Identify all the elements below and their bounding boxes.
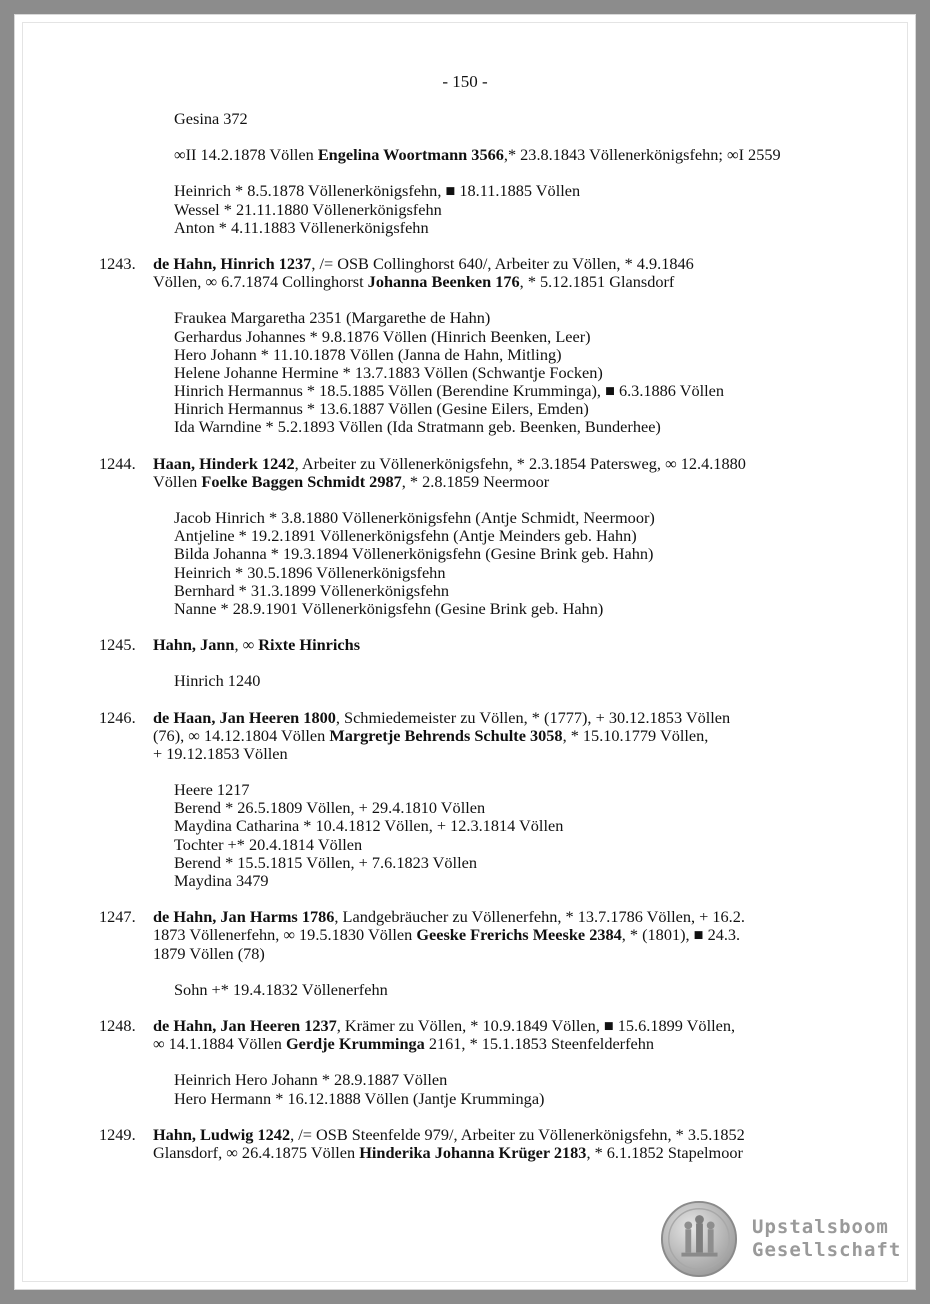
entry-number: 1248. [99,1015,136,1035]
child-line: Hinrich Hermannus * 18.5.1885 Völlen (Berendine Krumminga), ■ 6.3.1886 Völlen [174,381,725,401]
child-line: Maydina Catharina * 10.4.1812 Völlen, + 12.3.1814 Völlen [174,816,564,836]
entry-number: 1249. [99,1124,136,1144]
child-line: Jacob Hinrich * 3.8.1880 Völlenerkönigsfehn (Antje Schmidt, Neermoor) [174,508,655,527]
person-name: Haan, Hinderk 1242 [153,453,295,473]
person-name: de Hahn, Jan Heeren 1237 [153,1015,337,1035]
entry-text: 1879 Völlen (78) [153,943,265,963]
genealogy-entry [14,636,916,654]
entry-text: , Krämer zu Völlen, * 10.9.1849 Völlen, ■ 15.6.1899 Völlen, [336,1015,736,1035]
children-list [14,781,916,890]
logo-line: Gesellschaft [752,1239,902,1261]
child-line: Tochter +* 20.4.1814 Völlen [174,834,363,854]
entry-text: (76), ∞ 14.12.1804 Völlen [153,725,330,745]
children-list [14,672,916,690]
entry-line [153,745,916,763]
seal-logo [660,1200,738,1278]
child-line: Hinrich Hermannus * 13.6.1887 Völlen (Gesine Eilers, Emden) [174,399,589,419]
child-line: Sohn +* 19.4.1832 Völlenerfehn [174,979,388,999]
person-name: Margretje Behrends Schulte 3058 [329,725,563,745]
entry-number: 1247. [99,907,136,927]
entry-line [153,473,916,491]
entry-line [153,908,916,926]
person-name: Gerdje Krumminga [285,1034,425,1054]
entry-number: 1246. [99,707,136,727]
entry-line [153,945,916,963]
child-line: Antjeline * 19.2.1891 Völlenerkönigsfehn (Antje Meinders geb. Hahn) [174,526,637,546]
entry-text: + 19.12.1853 Völlen [153,743,288,763]
child-line: Nanne * 28.9.1901 Völlenerkönigsfehn (Gesine Brink geb. Hahn) [174,598,604,618]
entry-line [153,455,916,473]
entry-text: , * 15.10.1779 Völlen, [562,725,709,745]
genealogy-entry [14,908,916,963]
entry-text: , Arbeiter zu Völlenerkönigsfehn, * 2.3.1854 Patersweg, ∞ 12.4.1880 [294,453,746,473]
genealogy-entry [14,1017,916,1053]
person-name: Hahn, Ludwig 1242 [153,1124,291,1144]
entry-line [153,1144,916,1162]
child-line: Heinrich Hero Johann * 28.9.1887 Völlen [174,1070,448,1090]
person-name: Rixte Hinrichs [258,635,361,655]
child-line: Bernhard * 31.3.1899 Völlenerkönigsfehn [174,580,450,600]
person-name: de Hahn, Jan Harms 1786 [153,907,335,927]
genealogy-entry [14,455,916,491]
entry-line [153,636,916,654]
person-name: Hinderika Johanna Krüger 2183 [359,1142,587,1162]
child-line: Maydina 3479 [174,871,269,890]
continued-children [14,110,916,128]
genealogy-entry [14,1126,916,1162]
entry-number: 1243. [99,253,136,273]
entry-text: 2161, * 15.1.1853 Steenfelderfehn [424,1034,655,1054]
entry-text: , Landgebräucher zu Völlenerfehn, * 13.7.1786 Völlen, + 16.2. [334,907,745,927]
entry-line [153,255,916,273]
child-line: Ida Warndine * 5.2.1893 Völlen (Ida Stratmann geb. Beenken, Bunderhee) [174,417,661,437]
entry-line [153,1035,916,1053]
entry-line [153,709,916,727]
entry-line [153,1126,916,1144]
entry-number: 1244. [99,453,136,473]
entries-list [14,255,916,1162]
children-list [14,309,916,436]
spouse-name: Engelina Woortmann 3566 [317,145,504,165]
entry-text: , * 2.8.1859 Neermoor [401,471,550,491]
child-line: Anton * 4.11.1883 Völlenerkönigsfehn [174,217,429,237]
entry-text: , * 6.1.1852 Stapelmoor [586,1142,743,1162]
child-line: Berend * 15.5.1815 Völlen, + 7.6.1823 Völlen [174,852,477,872]
genealogy-entry [14,255,916,291]
entry-line [153,926,916,944]
genealogy-content [14,110,916,1162]
entry-text: Völlen, ∞ 6.7.1874 Collinghorst [153,272,368,292]
marriage-text: ∞II 14.2.1878 Völlen [174,145,318,165]
child-line: Heinrich * 8.5.1878 Völlenerkönigsfehn, ■ 18.11.1885 Völlen [174,181,581,201]
child-line: Heere 1217 [174,780,250,800]
children-list [14,182,916,237]
document-page [14,14,916,1290]
society-logo-text [752,1216,901,1262]
child-line: Bilda Johanna * 19.3.1894 Völlenerkönigsfehn (Gesine Brink geb. Hahn) [174,544,654,564]
children-list [14,1071,916,1107]
entry-text: ∞ 14.1.1884 Völlen [153,1034,286,1054]
entry-number: 1245. [99,635,136,655]
child-line: Berend * 26.5.1809 Völlen, + 29.4.1810 Völlen [174,798,486,818]
child-line: Hero Johann * 11.10.1878 Völlen (Janna de Hahn, Mitling) [174,344,562,364]
child-line: Fraukea Margaretha 2351 (Margarethe de Hahn) [174,308,491,328]
child-line: Helene Johanne Hermine * 13.7.1883 Völlen (Schwantje Focken) [174,362,603,382]
child-line: Gerhardus Johannes * 9.8.1876 Völlen (Hinrich Beenken, Leer) [174,326,591,346]
page-number: - 150 - [442,72,488,91]
child-line: Heinrich * 30.5.1896 Völlenerkönigsfehn [174,562,446,582]
child-line: Hinrich 1240 [174,671,261,691]
marriage-text: ,* 23.8.1843 Völlenerkönigsfehn; ∞I 2559 [503,145,781,165]
child-line: Hero Hermann * 16.12.1888 Völlen (Jantje Krumminga) [174,1088,545,1108]
entry-text: , /= OSB Steenfelde 979/, Arbeiter zu Völlenerkönigsfehn, * 3.5.1852 [290,1124,745,1144]
child-line: Wessel * 21.11.1880 Völlenerkönigsfehn [174,199,442,219]
person-name: de Hahn, Hinrich 1237 [153,253,312,273]
logo-line: Upstalsboom [752,1216,889,1238]
entry-line [153,273,916,291]
person-name: de Haan, Jan Heeren 1800 [153,707,336,727]
person-name: Johanna Beenken 176 [367,272,520,292]
entry-text: Glansdorf, ∞ 26.4.1875 Völlen [153,1142,360,1162]
entry-text: Völlen [153,471,202,491]
entry-text: , * 5.12.1851 Glansdorf [519,272,675,292]
entry-text: , /= OSB Collinghorst 640/, Arbeiter zu Völlen, * 4.9.1846 [311,253,694,273]
children-list [14,509,916,618]
entry-text: , ∞ [234,635,259,655]
person-name: Hahn, Jann [153,635,235,655]
entry-text: 1873 Völlenerfehn, ∞ 19.5.1830 Völlen [153,925,417,945]
entry-text: , Schmiedemeister zu Völlen, * (1777), + 30.12.1853 Völlen [335,707,731,727]
entry-text: , * (1801), ■ 24.3. [621,925,741,945]
child-line: Gesina 372 [174,109,248,128]
children-list [14,981,916,999]
entry-line [153,727,916,745]
second-marriage [14,146,916,164]
genealogy-entry [14,709,916,764]
entry-line [153,1017,916,1035]
person-name: Geeske Frerichs Meeske 2384 [416,925,622,945]
person-name: Foelke Baggen Schmidt 2987 [201,471,402,491]
